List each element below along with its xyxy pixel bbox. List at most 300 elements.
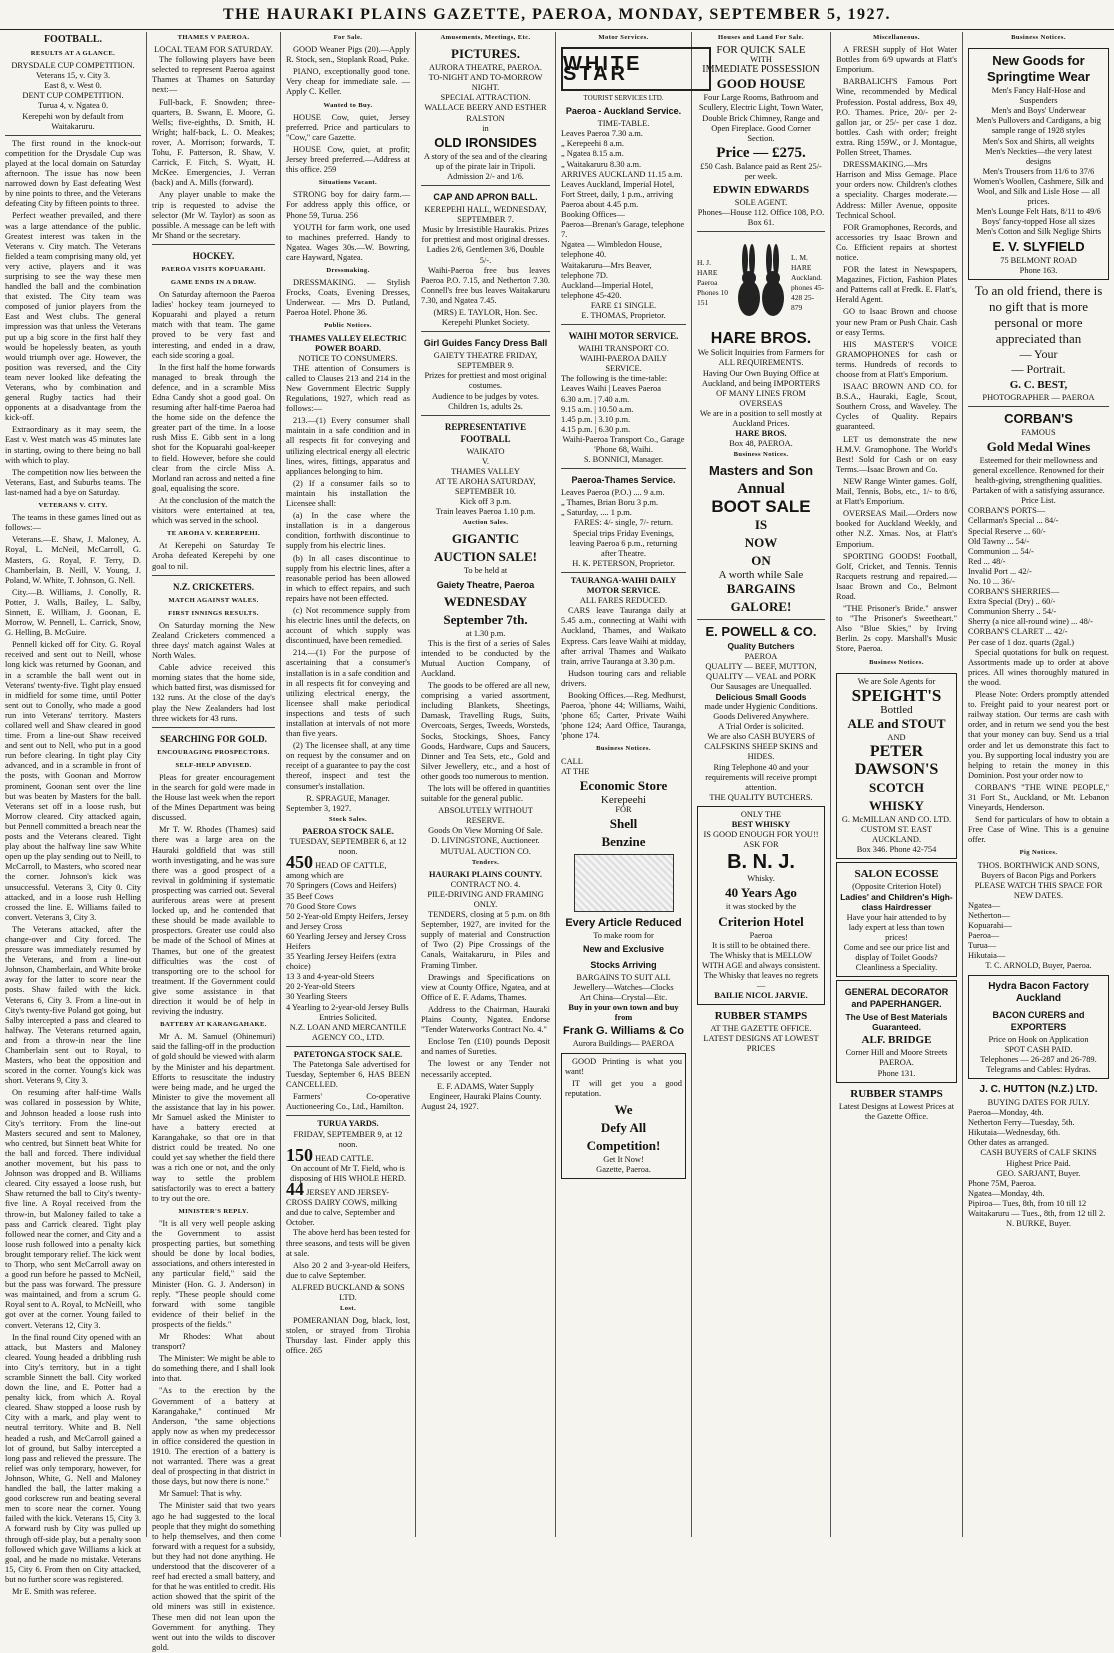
classified-ad: POMERANIAN Dog, black, lost, stolen, or strayed from Tirohia Thursday last. Finder apply this office. 265 — [286, 1316, 410, 1356]
ad-line: Ring Telephone 40 and your requirements will receive prompt attention. — [705, 762, 817, 792]
ad-line: V. — [481, 456, 490, 466]
ad-line: BEST WHISKY — [731, 820, 791, 830]
salon-ecosse-ad — [836, 862, 957, 977]
notice-subtitle: HEAD OF CATTLE, among which are — [286, 861, 387, 881]
ad-line: Having Our Own Buying Office at Auckland, and being IMPORTERS OF MANY LINES FROM OVERSEAS — [701, 368, 821, 408]
subheading: TE AROHA V. KERERPEHI. — [166, 530, 260, 538]
section-label: Business Notices. — [596, 745, 651, 753]
buying-dates: Paeroa—Monday, 4th. Netherton Ferry—Tuesday, 5th. Hikutaia—Wednesday, 6th. Other dates as arranged. — [968, 1108, 1075, 1148]
paragraph: Pleas for greater encouragement in the search for gold were made in the House last week when the report of the Mines Department was being discussed. — [152, 772, 275, 823]
paragraph: The following players have been selected to represent Paeroa against Thames at Thames on Saturday next:— — [152, 55, 275, 95]
signature: E. THOMAS, Proprietor. — [581, 310, 666, 320]
bnj-whisky-ad — [697, 806, 825, 1005]
section-label: Business Notices. — [733, 451, 789, 459]
ad-line: Aurora Buildings— PAEROA — [572, 1039, 675, 1049]
notice-line: JERSEY AND JERSEY-CROSS DAIRY COWS, milking and due to calve, September and October. — [286, 1188, 397, 1228]
ad-line: SPECIAL ATTRACTION. — [440, 93, 531, 103]
paragraph: THE attention of Consumers is called to Clauses 213 and 214 in the New Government Electric Supply Regulations, 1927, which read as follows:— — [286, 363, 410, 414]
ad-headline: WEDNESDAY — [443, 593, 528, 609]
notice-title: PAEROA STOCK SALE. — [302, 826, 394, 836]
ad-headline: CORBAN'S — [1004, 410, 1073, 426]
ad-headline: SALON ECOSSE — [854, 868, 939, 881]
ad-headline: HARE BROS. — [710, 330, 812, 348]
result: East 8, v. West 0. — [44, 81, 102, 91]
ad-line: AURORA THEATRE, PAEROA. — [428, 63, 543, 73]
section-label: Tenders. — [471, 858, 500, 866]
result: Veterans 15, v. City 3. — [35, 71, 111, 81]
subheading: GAME ENDS IN A DRAW. — [170, 278, 257, 286]
ad-line: KEREPEHI HALL, WEDNESDAY, SEPTEMBER 7. — [424, 205, 547, 225]
column-sport-news — [147, 32, 280, 1652]
classified-ad: GO to Isaac Brown and choose your new Pram or Push Chair. Cash or easy Terms. — [836, 307, 957, 337]
classified-ad: OVERSEAS Mail.—Orders now booked for Auckland Weekly, and other N.Z. Xmas. Nos, at Flatt's Emporium. — [836, 509, 957, 549]
section-label: Situations Vacant. — [318, 179, 378, 187]
notice-line: On account of Mr T. Field, who is disposing of HIS WHOLE HERD. — [290, 1163, 406, 1183]
notice-line: Entries Solicited. — [319, 1012, 377, 1022]
paragraph: Mr Samuel: That is why. — [159, 1489, 242, 1499]
ad-line: Goods On View Morning Of Sale. — [428, 826, 543, 836]
ad-line: Train leaves Paeroa 1.10 p.m. — [435, 507, 536, 517]
ad-line: LATEST DESIGNS AT LOWEST PRICES — [703, 1034, 819, 1054]
section-label: Houses and Land For Sale. — [718, 34, 804, 41]
classified-ad: HIS MASTER'S VOICE GRAMOPHONES for cash or terms. Hundreds of records to choose from at Flatt's Emporium. — [836, 339, 957, 379]
ad-headline: ON — [751, 553, 771, 569]
subheading: ENCOURAGING PROSPECTORS. — [157, 748, 270, 756]
paragraph: Mr A. M. Samuel (Ohinemuri) said the falling-off in the production of gold should be viewed with alarm by the Minister and his department. Efforts to resuscitate the industry were being made, and he urged the Minister to give the movement all the assistance that lay in his power. Mr Samuel asked the Minister to have a battery erected at Karangahake, so that ore in that district could be treated. No one could yet say whether the field there was a rich one or not, and the only way to settle the problem satisfactorily was to erect a battery to try out the ore. — [152, 1032, 275, 1203]
paragraph: The competition now lies between the Veterans, East, and Suburbs teams. The last-named had a bye on Saturday. — [5, 467, 141, 497]
ad-line: Children 1s, adults 2s. — [448, 401, 523, 411]
ad-headline: NOW — [744, 535, 778, 551]
ad-line: THAMES VALLEY — [451, 466, 520, 476]
ad-headline: Paeroa - Auckland Service. — [565, 106, 682, 117]
section-label: Pig Notices. — [1019, 849, 1058, 857]
ad-line: Audience to be judges by votes. — [432, 391, 539, 401]
paragraph: Perfect weather prevailed, and there was a large attendance of the public. Greatest interest was taken in the Veterans v. City match. The Veterans fielded a team comprising many old, yet very active, players and it was surprising to see the way these men handled the ball and the combination that existed. The City team was composed of junior players from the East and West clubs. The general impression was that unless the Veterans put up a big score in the first half they would be hopelessly beaten, as youth would triumph over age. However, the position was reversed, and the City team never looked like defeating the Veterans, who by combination and general Rugby tactics had their opponents at a disadvantage from the kick-off. — [5, 211, 141, 423]
divider — [421, 415, 550, 416]
paragraph: City.—B. Williams, J. Conolly, R. Potter, J. Walls, Bailey, L. Salby, Sinnett, E. William, J. Goonan, E. Morrow, W. Pennell, L. Carrick, Snow, G. Helling, B. McGuire. — [5, 587, 141, 638]
paragraph: (b) In all cases discontinue to supply from his electric lines, after a reasonable period has been allowed in which to effect repairs, and such repairs have not been effected. — [286, 553, 410, 603]
price: Price — £275. — [716, 144, 806, 161]
ad-line: L. M. HARE Auckland. phones 45-428 25-879 — [791, 252, 825, 312]
subheading: LOCAL TEAM FOR SATURDAY. — [154, 45, 273, 55]
ad-headline: TAURANGA-WAIHI DAILY MOTOR SERVICE. — [570, 575, 677, 596]
ad-line: IT will get you a good reputation. — [565, 1078, 682, 1098]
ad-line: We Solicit Inquiries from Farmers for — [697, 348, 825, 358]
hare-bros-logo — [697, 235, 825, 330]
paragraph: Extraordinary as it may seem, the East v. West match was 45 minutes late in starting, owing to there being no ball with which to play. — [5, 425, 141, 465]
subheading: VETERANS V. CITY. — [38, 502, 108, 510]
section-label: Miscellaneous. — [873, 34, 920, 41]
section-label: Dressmaking. — [326, 266, 370, 274]
paragraph: In the first half the home forwards managed to break through the defence, and in a scramble Miss Edna Candy shot a good goal. On resuming after half-time Paeroa had the home side on the defence the greater part of the time. In a loose rush Miss E. Gibb sent in a long shot for the Kopuarahi goal-keeper to field. However, before she could clear from the circle Miss A. Morland ran across and netted a fine goal, equalising the score. — [152, 362, 275, 493]
paragraph: The Minister: We might be able to do something there, and I shall look into that. — [152, 1354, 275, 1384]
divider — [5, 135, 141, 136]
date: September 3, 1927. — [286, 803, 352, 813]
subheading: DENT CUP COMPETITION. — [22, 91, 124, 101]
signature: T. C. ARNOLD, Buyer, Paeroa. — [985, 961, 1092, 971]
ad-headline: SPEIGHT'S — [851, 685, 942, 705]
paragraph: Mr Rhodes: What about transport? — [152, 1331, 275, 1352]
ad-headline: IS — [754, 517, 768, 533]
notice-title: TURUA YARDS. — [317, 1119, 379, 1129]
subheading: SELF-HELP ADVISED. — [175, 761, 252, 769]
ad-line: G. McMILLAN AND CO. LTD. — [841, 814, 952, 824]
classified-ad: "THE Prisoner's Bride." answer to "The Prisoner's Sweetheart." Also "Blue Skies," by Irving Berlin. 2s copy. Marshall's Music Store, Paeroa. — [836, 604, 957, 654]
divider — [561, 468, 686, 469]
ad-headline: E. POWELL & CO. — [705, 624, 817, 640]
cattle-count: 450 — [286, 852, 313, 873]
divider — [421, 331, 550, 332]
ad-line: 75 BELMONT ROAD — [1000, 255, 1077, 265]
ad-headline: J. C. HUTTON (N.Z.) LTD. — [979, 1083, 1098, 1095]
section-title: FOOTBALL. — [43, 34, 103, 45]
ad-headline: Economic Store — [579, 777, 668, 793]
paragraph: Veterans.—E. Shaw, J. Maloney, A. Royal, L. McNeil, McCarroll, G. Masters, G. Royal, F. Terry, D. Chamberlain, B. Neill, V. Young, J. Poland, W. White, T. Johnson, G. Nell. — [5, 535, 141, 585]
booking-offices: Booking Offices— Paeroa—Brenan's Garage, telephone 7. Ngatea — Wimbledon House, telephone 40. Waitakaruru—Mrs Beaver, telephone 7D. Auckland—Imperial Hotel, telephone 45-420. — [561, 210, 685, 300]
ad-line: The Whisky that leaves no regrets— — [703, 970, 819, 990]
hares-icon — [731, 238, 791, 328]
ad-headline: Paeroa-Thames Service. — [571, 475, 676, 486]
ad-line: — Your — [1019, 346, 1058, 361]
paragraph: At Kerepehi on Saturday Te Aroha defeated Kerepehi by one goal to nil. — [152, 541, 275, 571]
ad-line: Gaiety Theatre, Paeroa — [436, 579, 535, 590]
ad-headline: Masters and Son — [708, 463, 814, 479]
ad-headline: B. N. J. — [727, 851, 795, 874]
film-title: OLD IRONSIDES — [434, 134, 537, 150]
paragraph: The above herd has been tested for three seasons, and tests will be given at sale. — [286, 1228, 410, 1258]
ad-line: WAIKATO — [466, 446, 505, 456]
ad-line: FARE £1 SINGLE. — [590, 300, 657, 310]
ad-headline: BOOT SALE — [711, 497, 811, 517]
signature: E. F. ADAMS, Water Supply Engineer, Hauraki Plains County. — [429, 1081, 542, 1101]
ad-line: FOR — [615, 804, 632, 814]
signature: H. K. PETERSON, Proprietor. — [572, 558, 675, 568]
ad-line: SPOT CASH PAID. — [1004, 1044, 1073, 1054]
classified-ad: SPORTING GOODS! Football, Golf, Cricket, and Tennis. Tennis Racquets restrung and repaired.—Isaac Brown and Co., Belmont Road. — [836, 551, 957, 601]
ad-line: WALLACE BEERY AND ESTHER RALSTON — [424, 103, 547, 123]
ad-line: Price on Hook on Application — [988, 1034, 1089, 1044]
ad-line: WAIHI-PAEROA DAILY SERVICE. — [579, 354, 667, 374]
paragraph: (2) If a consumer fails so to maintain his installation the Licensee shall: — [286, 478, 410, 509]
ad-line: Kick off 3 p.m. — [459, 497, 512, 507]
ad-line: AT THE GAZETTE OFFICE. — [710, 1024, 812, 1034]
paragraph: TENDERS, closing at 5 p.m. on 8th September, 1927, are invited for the supply of material and Construction of Two (2) Pipe Crossings of the Canals, Waitakaruru, in Piles and Framing Timber. — [421, 910, 550, 970]
ad-headline: REPRESENTATIVE FOOTBALL — [444, 421, 527, 444]
ad-headline: E. V. SLYFIELD — [992, 238, 1085, 254]
ad-line: We are in a position to sell mostly at Auckland Prices. — [699, 408, 823, 428]
classified-ad: A FRESH supply of Hot Water Bottles from 6/9 upwards at Flatt's Emporium. — [836, 45, 957, 75]
classified-ad: HOUSE Cow, quiet, Jersey preferred. Price and particulars to "Cow," care Gazette. — [286, 112, 410, 142]
section-label: Business Notices. — [1011, 34, 1066, 41]
paragraph: Drawings and Specifications on view at County Office, Ngatea, and at Office of E. F. Adams, Thames. — [421, 972, 550, 1002]
subheading: DRYSDALE CUP COMPETITION. — [11, 61, 135, 71]
ad-line: THOS. BORTHWICK AND SONS, Buyers of Bacon Pigs and Porkers — [977, 860, 1100, 880]
classified-ad: LET us demonstrate the new H.M.V. Gramophone. The World's Best! Sold for Cash or on easy Terms.—Isaac Brown and Co. — [836, 434, 957, 474]
column-business-notices — [963, 32, 1114, 1537]
classified-ad: DRESSMAKING. — Stylish Frocks, Coats, Evening Dresses, Underwear. — Mrs D. Putland, Paeroa Hotel. Phone 36. — [286, 278, 410, 318]
divider — [286, 1046, 410, 1047]
ad-headline: ALF. BRIDGE — [861, 1034, 932, 1047]
ad-line: CASH BUYERS of CALF SKINS Highest Price Paid. — [980, 1148, 1097, 1168]
ad-headline: BACON CURERS and EXPORTERS — [992, 1009, 1085, 1032]
ad-line: WITH — [750, 55, 772, 65]
section-label: Public Notices. — [324, 322, 372, 330]
notice-subtitle: NOTICE TO CONSUMERS. — [298, 353, 398, 363]
masthead — [0, 0, 1114, 30]
ad-headline: Shell — [609, 815, 638, 831]
ad-line: Price List. — [1021, 496, 1056, 506]
section-label: Amusements, Meetings, Etc. — [440, 34, 531, 41]
ad-line: BUYING DATES FOR JULY. — [987, 1097, 1090, 1107]
ad-line: SOLE AGENT. — [734, 198, 788, 208]
subheading: BATTERY AT KARANGAHAKE. — [160, 1021, 267, 1029]
ad-headline: Benzine — [601, 833, 646, 849]
printing-ad — [561, 1053, 686, 1180]
subheading: THAMES V PAEROA. — [177, 34, 250, 41]
divider — [697, 231, 825, 232]
ad-line: PAEROA — [744, 651, 778, 661]
ad-line: FAMOUS — [1021, 427, 1056, 437]
paragraph: The first round in the knock-out competition for the Drysdale Cup was played at the local domain on Saturday afternoon. The issue has now been narrowed down by East defeating West by nine points to three, and the Veterans defeating City by fifteen points to three. — [5, 138, 141, 209]
signature: S. BONNICI, Manager. — [583, 455, 664, 465]
ad-headline: ALE and STOUT — [847, 715, 946, 731]
signature: D. LIVINGSTONE, Auctioneer. — [431, 836, 540, 846]
column-house-and-business — [692, 32, 830, 1537]
ad-list: Men's Fancy Half-Hose and Suspenders Men's and Boys' Underwear Men's Pullovers and Cardigans, a big sample range of 1928 styles Men's Sox and Shirts, all weights Men's Neckties—the very latest designs Men's Trousers from 11/6 to 37/6 Women's Woollen, Cashmere, Silk and Wool, and Silk and Lisle Hose — all prices. Men's Lounge Felt Hats, 8/11 to 49/6 Boys' fancy-topped Hose all sizes Men's Cotton and Silk Neglige Shirts — [973, 86, 1104, 237]
paragraph: The Patetonga Sale advertised for Tuesday, September 6, HAS BEEN CANCELLED. — [286, 1060, 410, 1090]
classified-ad: GOOD Weaner Pigs (20).—Apply R. Stock, sen., Stoplank Road, Puke. — [286, 45, 410, 65]
ad-line: Gazette, Paeroa. — [596, 1165, 651, 1175]
ad-headline: EDWIN EDWARDS — [712, 184, 810, 197]
ad-line: Phone 75M, Paeroa. — [968, 1178, 1036, 1188]
notice-title: THAMES VALLEY ELECTRIC POWER BOARD. — [289, 333, 407, 353]
speights-ad — [836, 673, 957, 860]
paragraph: Special quotations for bulk on request. Assortments made up to order at above prices. All wines thoroughly matured in the wood. — [968, 647, 1109, 687]
ad-headline: DAWSON'S — [854, 760, 939, 778]
paragraph: CARS leave Tauranga daily at 5.45 a.m., connecting at Waihi with Auckland, Thames, and Waikato Express. Cars leave Waihi at midday, after arrival Thames and Waikato train, arrive Tauranga at 3.30 p.m. — [561, 606, 686, 666]
ad-headline: RUBBER STAMPS — [714, 1010, 808, 1023]
logo-text: WHITE STAR — [563, 53, 643, 86]
ad-line: Bottled — [880, 703, 913, 716]
timetable: Leaves Waihi | Leaves Paeroa 6.30 a.m. | 7.40 a.m. 9.15 a.m. | 10.50 a.m. 1.45 p.m. | 3.10 p.m. 4.15 p.m. | 6.30 p.m. — [561, 384, 661, 434]
ad-line: IS GOOD ENOUGH FOR YOU!! — [703, 830, 819, 840]
paragraph: 214.—(1) For the purpose of ascertaining that a consumer's installation is in a safe condition and in all respects fit for conveying and utilizing electrical energy, the licensee shall make periodical inspections and tests of such installation at intervals of not more than five years. — [286, 648, 410, 739]
price-list: CORBAN'S PORTS— Cellarman's Special ... 84/- Special Reserve ... 60/- Old Tawny ... 54/- Communion ... 54/- Red ... 48/- Invalid Port ... 42/- No. 10 ... 36/- CORBAN'S SHERRIES— Extra Special (Dry) .. 60/- Communion Sherry .. 54/- Sherry (a nice all-round wine) ... 48/- CORBAN'S CLARET ... 42/- — [968, 506, 1093, 637]
column-football — [0, 32, 146, 1596]
ad-line: Waihi-Paeroa Transport Co., Garage 'Phone 68, Waihi. — [562, 434, 685, 454]
ad-line: ABSOLUTELY WITHOUT RESERVE. — [438, 806, 533, 826]
result: Turua 4, v. Ngatea 0. — [37, 101, 109, 111]
ad-headline: New and Exclusive — [582, 944, 665, 954]
paragraph: Also 20 2 and 3-year-old Heifers, due to calve September. — [286, 1260, 410, 1280]
divider — [152, 575, 275, 576]
lamp-illustration — [574, 854, 674, 912]
classified-ad: HOUSE Cow, quiet, at profit; Jersey breed preferred.—Address at this office. 259 — [286, 144, 410, 175]
ad-line: BAILIE NICOL JARVIE. — [714, 991, 808, 1001]
paragraph: Hudson touring cars and reliable drivers. — [561, 668, 686, 688]
ad-line: in — [482, 123, 489, 133]
ad-line: It is still to be obtained there. — [712, 940, 810, 950]
ad-headline: To an old friend, there is no gift that is more personal or more appreciated than — [974, 282, 1103, 346]
ad-line: Have your hair attended to by lady expert at less than town prices! — [846, 912, 947, 942]
classified-ad: YOUTH for farm work, one used to machines preferred. Handy to Ngatea. Wages 30s.—W. Bowring, care Hayward, Ngatea. — [286, 222, 410, 262]
ad-line: at 1.30 p.m. — [465, 628, 506, 638]
column-amusements — [416, 32, 555, 1537]
column-classifieds — [281, 32, 415, 1537]
paragraph: "It is all very well people asking the Government to assist prospecting parties, but something should be done by local bodies, associations, and others interested in any particular field," said the Minister (Hon. G. J. Anderson) in reply. "These people should come forward with some tangible evidence of their belief in the prospects of the fields." — [152, 1218, 275, 1329]
timetable: Leaves Paeroa (P.O.) .... 9 a.m. „ Thames, Brian Boru 3 p.m. „ Saturday, .... 1 p.m. — [561, 488, 665, 518]
ad-headline: SCOTCH — [869, 779, 924, 795]
ad-line: HARE BROS. — [735, 429, 787, 439]
section-title: SEARCHING FOR GOLD. — [160, 733, 267, 744]
divider — [697, 619, 825, 620]
signature: R. SPRAGUE, Manager. — [306, 793, 390, 803]
ad-line: Quality Butchers — [727, 641, 795, 652]
white-star-logo — [561, 47, 711, 91]
ad-headline: Competition! — [586, 1137, 661, 1153]
subheading: MINISTER'S REPLY. — [178, 1207, 249, 1215]
paragraph: The lots will be offered in quantities suitable for the general public. — [421, 783, 550, 804]
paragraph: The goods to be offered are all new, comprising a varied assortment, including Blankets, Sheetings, Damask, Travelling Rugs, Suits, Overcoats, Serges, Tweeds, Worsteds, Socks, Stockings, Shoes, Fancy Goods, Hardware, Cups and Saucers, Dinner and Tea Sets, etc., Gold and Silver Jewellery, etc., and a host of other goods too numerous to mention. — [421, 681, 550, 781]
ad-line: made under Hygienic Conditions. — [704, 702, 818, 711]
ad-headline: IMMEDIATE POSSESSION — [702, 64, 820, 76]
paragraph: CORBAN'S "THE WINE PEOPLE," 31 Fort St., Auckland, or Mt. Lebanon Vineyards, Henderson. — [968, 782, 1109, 813]
ad-line: Buy in your own town and buy from — [568, 1003, 679, 1023]
ad-line: ONLY THE — [740, 809, 782, 819]
ad-line: CALL — [561, 756, 583, 766]
ad-line: PLEASE WATCH THIS SPACE FOR NEW DATES. — [974, 880, 1103, 900]
ad-line: Ladies 2/6, Gentlemen 3/6, Double 5/-. — [426, 245, 545, 265]
classified-ad: DRESSMAKING.—Mrs Harrison and Miss Gemage. Place your orders now. Children's clothes a speciality. Charges moderate.—Address: Miller Avenue, opposite Technical School. — [836, 160, 957, 220]
ad-headline: Every Article Reduced — [565, 916, 682, 929]
paragraph: (a) In the case where the installation is in a dangerous condition, forthwith discontinue to supply from his electric lines. — [286, 511, 410, 551]
ad-headline: We — [614, 1101, 633, 1117]
divider — [421, 185, 550, 186]
notice-subtitle: HEAD CATTLE. — [315, 1153, 374, 1163]
classified-ad: FOR Gramophones, Records, and accessories try Isaac Brown and Co. Efficient repairs at shortest notice. — [836, 222, 957, 262]
ad-line: BARGAINS TO SUIT ALL — [576, 973, 671, 982]
classified-ad: FOR the latest in Newspapers, Magazines, Fiction, Fashion Plates and Patterns call at Fredk. E. Flatt's, Herald Agent. — [836, 265, 957, 305]
ad-line: Box 346. Phone 42-754 — [856, 845, 937, 855]
section-label: Auction Sales. — [462, 519, 509, 527]
ad-line: Music by Irresistible Haurakis. Prizes for prettiest and most original dresses. — [421, 225, 550, 245]
divider — [561, 324, 686, 325]
ad-line: Jewellery—Watches—Clocks — [573, 983, 674, 993]
paragraph: The Minister said that two years ago he had suggested to the local people that they might do something to help themselves, and then come forward with a request for a subsidy, but they had not done anything. He understood that the discoverer of a reef had erected a small battery, and for that he was entitled to credit. His action showed that the spirit of the old miners was still in existence. These men did not lean upon the Government for anything. They went out into the wilds to discover gold. — [152, 1501, 275, 1652]
ad-headline: BARGAINS — [726, 581, 796, 597]
ad-line: ASK FOR — [743, 840, 779, 850]
notice-subtitle: PILE-DRIVING AND FRAMING ONLY. — [427, 889, 544, 909]
ad-headline: New Goods for Springtime Wear — [986, 53, 1091, 85]
ad-line: Come and see our price list and display of Toilet Goods? — [843, 942, 950, 962]
ad-line: To make room for — [593, 930, 654, 940]
ad-line: PHOTOGRAPHER — PAEROA — [982, 392, 1095, 402]
ad-line: Cleanliness a Speciality. — [855, 963, 938, 973]
signature: N. BURKE, Buyer. — [1006, 1219, 1071, 1229]
ad-line: Prizes for prettiest and most original costumes. — [424, 371, 547, 391]
ad-line: The Whisky that is MELLOW WITH AGE and always consistent. — [702, 950, 820, 970]
ad-line: Kerepeehi — [600, 793, 647, 806]
classified-ad: ISAAC BROWN AND CO. for B.S.A., Hauraki, Eagle, Scout, Southern Cross, and Waveley. The Cycles of Quality. Repairs guaranteed. — [836, 382, 957, 432]
ad-line: Special trips Friday Evenings, leaving Paeroa 6 p.m., returning after Theatre. — [569, 528, 678, 558]
ad-headline: Stocks Arriving — [590, 960, 657, 970]
section-title: HOCKEY. — [192, 250, 235, 261]
divider — [286, 1115, 410, 1116]
ad-headline: Defy All — [600, 1119, 647, 1135]
decorator-ad — [836, 980, 957, 1082]
ad-headline: Frank G. Williams & Co — [563, 1025, 684, 1038]
classified-ad: BARBALICH'S Famous Port Wine, recommended by Medical Profession. Postal address, Box 49, P.O. Thames. Price, 20/- per 2-gallon jar, or 25/- per case 1 doz. bottles. Cash with order; freight extra. Ring 159W., or J. Montague, Pollen Street, Thames. — [836, 77, 957, 158]
section-label: For Sale. — [333, 34, 363, 41]
paragraph: In the final round City opened with an attack, but Masters and Maloney cleared. Young headed a dribbling rush into City's territory, but in a tight scramble Sinnett the ball. City worked down the line, and E. Potter had a penalty kick, from which A. Royal cleared. Shaw stopped a loose rush by City with a mark, and play went to neutral territory. White and B. Nell headed a rush, and McCarroll gained a lot of ground, but Salby intercepted a long pass and relieved the pressure. The relief was only temporary, however, for Johnson, White, G. Nell and Maloney handled the ball, the latter making a good corkscrew run and beating several men to score near the corner. Young failed with the kick. Veterans 15, City 3. A forward rush by City was pulled up through off-side play, but a penalty soon followed which gave Williams a kick at goal, and he made no mistake. Veterans 15, City 6. From then on City attacked, but no further score was registered. — [5, 1332, 141, 1584]
paragraph: Send for particulars of how to obtain a Free Case of Wine. This is a genuine offer. — [968, 815, 1109, 845]
notice-line: N.Z. LOAN AND MERCANTILE AGENCY CO., LTD. — [289, 1022, 407, 1042]
ad-line: Four Large Rooms, Bathroom and Scullery, Electric Light, Town Water, Double Brick Chimney, Range and Open Fireplace. Good Corner Section. — [698, 93, 824, 143]
ad-line: Latest Designs at Lowest Prices at the Gazette Office. — [838, 1101, 955, 1121]
column-miscellaneous — [831, 32, 962, 1537]
classified-ad: STRONG boy for dairy farm.—For address apply this office, or Phone 59, Turua. 256 — [286, 190, 410, 220]
ad-headline: GENERAL DECORATOR and PAPERHANGER. — [844, 987, 949, 1010]
ad-line: H. J. HARE Paeroa Phones 10 151 — [697, 257, 729, 307]
ad-line: Our Sausages are Unequalled. — [710, 681, 812, 691]
paragraph: Mr T. W. Rhodes (Thames) said there was a large area on the Hauraki goldfield that was still worth investigating, and he was sure there was a good prospect of a revival in goldmining if systematic prospecting was carried out. Several auriferous areas were at present locked up, and he contended that these should be made available to prospectors. Greater use could also be made of the School of Mines at Thames, but one of the greatest difficulties was the cost of transporting ore to the school for treatment. If the Government could give some assistance in that direction it would be of help in reviving the industry. — [152, 825, 275, 1017]
ad-line: (Opposite Criterion Hotel) — [852, 882, 941, 892]
paragraph: On resuming after half-time Walls was collared in possession by White, and Johnson headed a loose rush into City's territory. From the line-out Masters secured and sent to Maloney, who centred, but Sinnett beat White for the ball and forced. There individual another movement, but his pass to Johnson was dropped and B. Williams cleared. City essayed a loose rush, but Shaw returned the ball to City's twenty-five line. A Royal received from the throw-in, but Maloney failed to take a pass and Carrick cleared. Tight play followed near the corner, and City and a loose rush followed into a penalty kick brought temporary relief. The kick went to Thorp, who sent McCarroll away on a good run before he passed to McNeil, but the pass was forward. The pressure was maintained, and from a scrum G. Royal sent to A. Royal, to McNeill, who got over at the corner. Young failed to convert. Veterans 12, City 3. — [5, 1088, 141, 1330]
divider — [152, 727, 275, 728]
ad-line: Per case of 1 doz. quarts (2gal.) — [968, 637, 1075, 647]
ad-line: Art China—Crystal—Etc. — [579, 993, 668, 1003]
ad-line: The Use of Best Materials Guaranteed. — [845, 1012, 948, 1033]
classified-ad: PIANO, exceptionally good tone. Very cheap for immediate sale. — Apply C. Keller. — [286, 67, 410, 97]
ad-headline: Gold Medal Wines — [986, 438, 1091, 454]
cattle-count: 150 — [286, 1144, 313, 1165]
ad-line: Box 48, PAEROA. — [729, 439, 793, 449]
ad-line: £50 Cash. Balance paid as Rent 25/- per week. — [700, 161, 822, 181]
ad-line: Telephones — 26-287 and 26-789. Telegrams and Cables: Hydras. — [980, 1054, 1097, 1074]
signature: ALFRED BUCKLAND & SONS LTD. — [291, 1282, 405, 1302]
paragraph: Cable advice received this morning states that the home side, which batted first, was dismissed for 132 runs. At the close of the day's play the New Zealanders had lost three wickets for 43 runs. — [152, 663, 275, 723]
paragraph: At the conclusion of the match the visitors were entertained at tea, which was served in the school. — [152, 495, 275, 526]
section-label: Business Notices. — [869, 658, 924, 666]
ad-line: Paeroa — [749, 930, 773, 940]
ad-line: TIME-TABLE. — [597, 119, 650, 129]
paragraph: (c) Not recommence supply from his electric lines until the defects, on account of which supply was discontinued, have been remedied. — [286, 605, 410, 646]
ad-headline: Criterion Hotel — [718, 913, 804, 929]
ad-line: Corner Hill and Moore Streets PAEROA. — [845, 1048, 948, 1068]
section-title: N.Z. CRICKETERS. — [172, 581, 255, 592]
subheading: PAEROA VISITS KOPUARAHI. — [161, 265, 266, 273]
ad-line: AND — [887, 732, 906, 742]
paragraph: 213.—(1) Every consumer shall maintain in a safe condition and in all respects fit for conveying and utilizing electrical energy all electric lines, wires, fittings, apparatus and appliances belonging to him. — [286, 416, 410, 476]
ad-line: TOURIST SERVICES LTD. — [583, 94, 664, 103]
signature: (MRS) E. TAYLOR, Hon. Sec. Kerepehi Plunket Society. — [433, 307, 538, 328]
ad-line: Ladies' and Children's High-class Hairdresser — [840, 892, 953, 913]
paragraph: Please Note: Orders promptly attended to. Freight paid to your nearest port or railway station. Our terms are cash with order, and in return we send you the best that your money can buy. Send us a trial order and let us demonstrate this fact to you. By supporting local industry you are helping to retain the money in this Dominion. Post your order now to — [968, 690, 1109, 780]
timetable: Leaves Paeroa 7.30 a.m. „ Kerepeehi 8 a.m. „ Ngatea 8.15 a.m. „ Waitakaruru 8.30 a.m. ARRIVES AUCKLAND 11.15 a.m. Leaves Auckland, Imperial Hotel, Fort Street, daily, 1 p.m., arriving Paeroa about 4.45 p.m. — [561, 129, 683, 209]
ad-line: AT THE — [561, 766, 590, 776]
ad-headline: GOOD HOUSE — [716, 76, 806, 92]
ad-line: Delicious Small Goods — [715, 691, 807, 702]
divider — [152, 244, 275, 245]
subheading: FIRST INNINGS RESULTS. — [168, 609, 259, 617]
ad-line: We are also CASH BUYERS of CALFSKINS SHEEP SKINS and HIDES. — [704, 732, 818, 762]
ad-headline: September 7th. — [443, 611, 528, 627]
ad-headline: WHISKY — [869, 797, 924, 813]
section-label: Wanted to Buy. — [323, 101, 373, 109]
subheading: MATCH AGAINST WALES. — [168, 596, 259, 604]
ad-line: ALL REQUIREMENTS. — [718, 358, 804, 368]
cattle-count: 44 — [286, 1179, 304, 1200]
